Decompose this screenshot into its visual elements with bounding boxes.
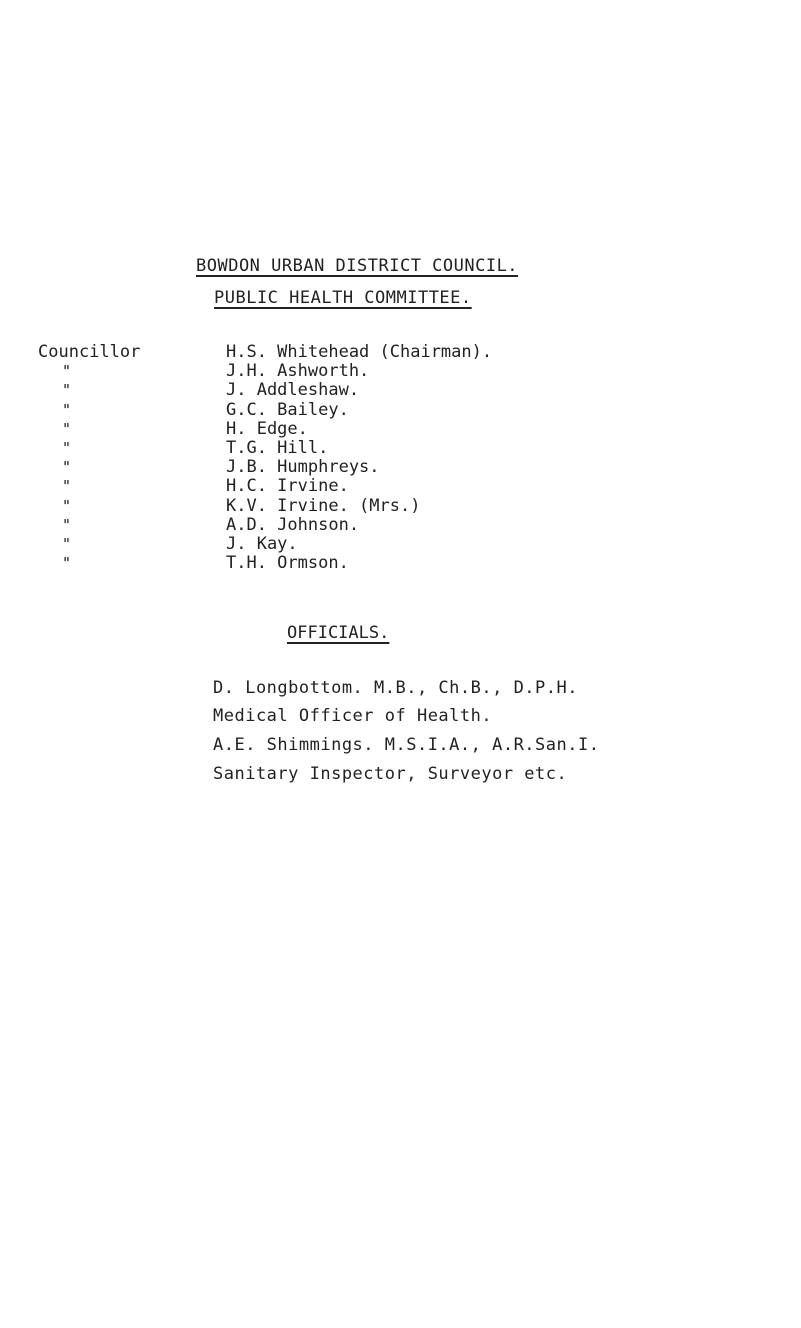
member-row (38, 381, 492, 400)
member-name: J. Addleshaw. (226, 380, 360, 401)
member-row (38, 458, 492, 477)
ditto-mark: " (62, 477, 72, 496)
member-title: Councillor (38, 342, 141, 362)
official-name-line: A.E. Shimmings. M.S.I.A., A.R.San.I. (213, 735, 600, 755)
ditto-mark: " (62, 439, 72, 458)
member-row (38, 516, 492, 535)
member-row (38, 477, 492, 496)
member-name: T.H. Ormson. (226, 553, 349, 574)
official-name-line: D. Longbottom. M.B., Ch.B., D.P.H. (213, 678, 578, 698)
ditto-mark: " (62, 515, 72, 534)
council-title-text: BOWDON URBAN DISTRICT COUNCIL. (196, 256, 519, 276)
member-row (38, 439, 492, 458)
committee-title (214, 288, 472, 308)
ditto-mark: " (62, 381, 72, 400)
member-name: H.C. Irvine. (226, 476, 349, 497)
member-name: A.D. Johnson. (226, 514, 360, 535)
member-name: G.C. Bailey. (226, 399, 349, 420)
member-name: J.H. Ashworth. (226, 361, 370, 382)
member-row (38, 362, 492, 381)
officials-heading (287, 623, 389, 643)
officials-heading-text: OFFICIALS. (287, 623, 390, 643)
ditto-mark: " (62, 458, 72, 477)
member-row (38, 535, 492, 554)
members-list (38, 343, 492, 573)
committee-title-text: PUBLIC HEALTH COMMITTEE. (214, 288, 472, 308)
council-title (196, 256, 518, 276)
official-role-line: Medical Officer of Health. (213, 706, 493, 726)
member-name: J. Kay. (226, 534, 298, 555)
member-row (38, 497, 492, 516)
ditto-mark: " (62, 419, 72, 438)
ditto-mark: " (62, 496, 72, 515)
member-row (38, 343, 492, 362)
member-row (38, 420, 492, 439)
ditto-mark: " (62, 535, 72, 554)
ditto-mark: " (62, 362, 72, 381)
ditto-mark: " (62, 400, 72, 419)
member-name: T.G. Hill. (226, 438, 329, 459)
member-row (38, 401, 492, 420)
member-row (38, 554, 492, 573)
official-role-line: Sanitary Inspector, Surveyor etc. (213, 764, 568, 784)
ditto-mark: " (62, 554, 72, 573)
member-name: K.V. Irvine. (Mrs.) (226, 495, 421, 516)
member-name: H. Edge. (226, 418, 308, 439)
member-name: H.S. Whitehead (Chairman). (226, 342, 493, 362)
member-name: J.B. Humphreys. (226, 457, 380, 478)
